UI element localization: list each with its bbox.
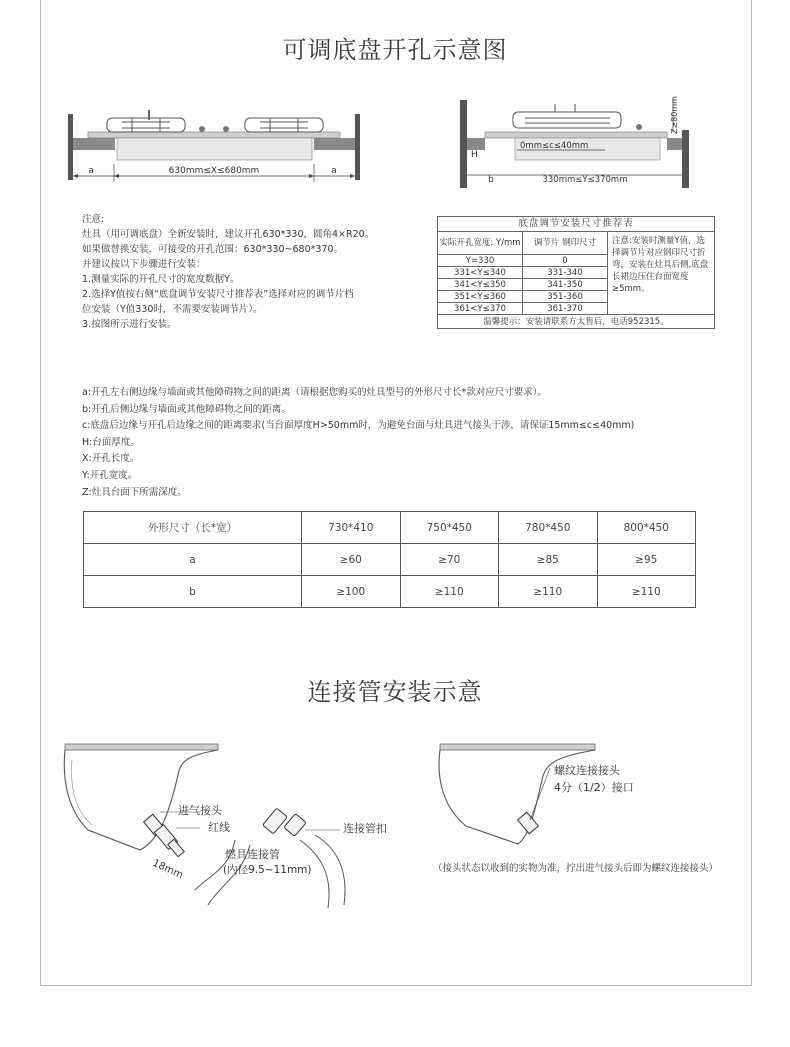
rec-cell: 361-370 [523,303,608,315]
note-line: 如果做替换安装，可接受的开孔范围：630*330~680*370。 [82,244,343,255]
rec-cell: 331<Y≤340 [438,267,523,279]
note-line: 2.选择Y值按右侧“底盘调节安装尺寸推荐表”选择对应的调节片档 [82,289,354,300]
table-header: 750*450 [400,512,499,544]
dim-x-range: 630mm≤X≤680mm [168,166,260,176]
rec-table-title: 底盘调节安装尺寸推荐表 [438,217,715,232]
dim-c-range: 0mm≤c≤40mm [520,141,589,151]
install-notes [82,212,422,332]
table-row [84,544,696,576]
table-header: 780*450 [499,512,598,544]
legend-line: H:台面厚度。 [82,436,140,448]
legend-line: b:开孔后侧边缘与墙面或其他障碍物之间的距离。 [82,403,291,415]
table-header: 730*410 [302,512,401,544]
note-line: 灶具（用可调底盘）全新安装时，建议开孔630*330，圆角4×R20。 [82,229,375,240]
label-thread-joint: 螺纹连接接头 [554,764,620,777]
rec-cell: 331-340 [523,267,608,279]
dim-a-right: a [331,166,337,176]
table-cell: b [84,576,302,608]
label-length: 18mm [150,857,185,882]
table-row [84,512,696,544]
clearance-table [83,511,696,608]
rec-cell: 341<Y≤350 [438,279,523,291]
table-cell: ≥100 [302,576,401,608]
table-cell: ≥70 [400,544,499,576]
legend-line: Z:灶具台面下所需深度。 [82,486,187,498]
table-cell: ≥110 [597,576,696,608]
table-header: 800*450 [597,512,696,544]
dim-a-left: a [88,166,94,176]
label-hose-diameter: (内径9.5~11mm) [223,864,312,876]
rec-header-width: 实际开孔宽度: Y/mm [438,232,523,255]
section-title-pipe: 连接管安装示意 [307,678,483,706]
rec-cell: 351<Y≤360 [438,291,523,303]
symbol-legend [82,385,722,501]
rec-cell: 351-360 [523,291,608,303]
legend-line: X:开孔长度。 [82,453,140,465]
note-line: 3.按图所示进行安装。 [82,319,177,330]
section-title-cutout: 可调底盘开孔示意图 [282,36,508,64]
table-cell: ≥110 [499,576,598,608]
label-inlet: 进气接头 [178,804,222,817]
note-line: 注意: [82,214,105,225]
joint-hint: （接头状态以收到的实物为准，拧出进气接头后即为螺纹连接接头） [433,863,719,874]
rec-note: 注意:安装时测量Y值，选择调节片对应钢印尺寸折弯，安装在灶具后侧,底盘长裙边压住台面宽度≥5mm。 [608,232,715,315]
table-row [84,576,696,608]
rec-header-shim: 调节片 钢印尺寸 [523,232,608,255]
thread-connection-diagram [430,740,730,850]
label-thread-size: 4分（1/2）接口 [554,781,634,794]
table-cell: ≥60 [302,544,401,576]
dim-z: Z≥80mm [670,96,679,134]
legend-line: Y:开孔宽度。 [82,469,138,481]
rec-footer: 温馨提示：安装请联系方太售后，电话952315。 [438,315,715,329]
label-hose: 燃具连接管 [225,848,280,861]
table-header: 外形尺寸（长*宽） [84,512,302,544]
table-cell: ≥85 [499,544,598,576]
rec-cell: 361<Y≤370 [438,303,523,315]
dim-h: H [471,150,478,160]
table-cell: ≥110 [400,576,499,608]
cutout-side-diagram [455,90,695,190]
legend-line: c:底盘后边缘与开孔后边缘之间的距离要求(当台面厚度H>50mm时，为避免台面与灶具进气接头干涉，请保证15mm≤c≤40mm) [82,420,635,432]
legend-line: a:开孔左右侧边缘与墙面或其他障碍物之间的距离（请根据您购买的灶具型号的外形尺寸长*款对应尺寸要求）。 [82,387,548,398]
note-line: 1.测量实际的开孔尺寸的宽度数据Y。 [82,274,240,285]
rec-cell: Y=330 [438,255,523,267]
pipe-connection-diagram [60,740,420,910]
cutout-front-diagram [62,100,372,190]
dim-b: b [488,175,494,185]
label-red-line: 红线 [208,821,230,834]
note-line: 位安装（Y值330时，不需要安装调节片）。 [82,304,263,315]
note-line: 并建议按以下步骤进行安装： [82,259,206,270]
table-cell: a [84,544,302,576]
table-cell: ≥95 [597,544,696,576]
rec-cell: 0 [523,255,608,267]
rec-cell: 341-350 [523,279,608,291]
label-clamp: 连接管扣 [343,822,387,835]
recommend-table [437,216,715,329]
dim-y-range: 330mm≤Y≤370mm [542,175,628,185]
